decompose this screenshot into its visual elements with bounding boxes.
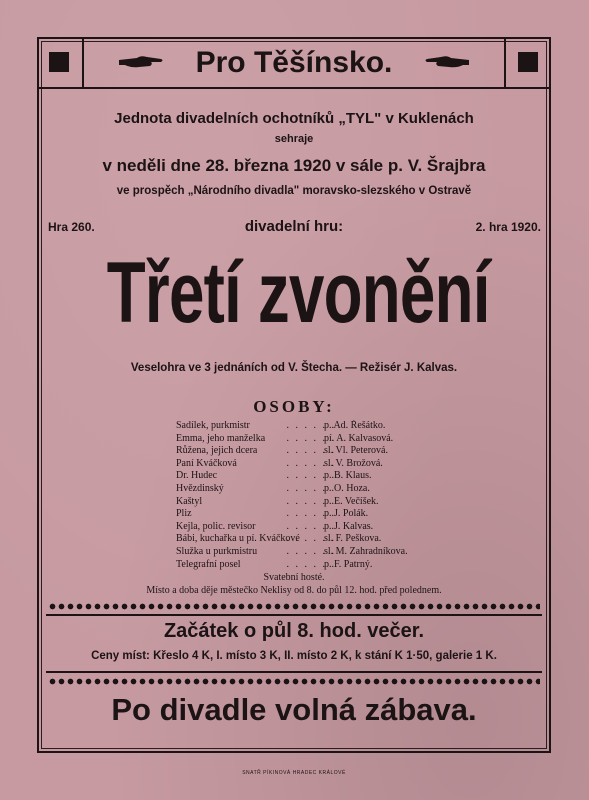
cast-role: Kejla, polic. revisor bbox=[176, 520, 256, 532]
dotted-rule bbox=[48, 603, 540, 610]
cast-leader-dots: . . . . . . bbox=[286, 420, 336, 431]
play-subtitle: Veselohra ve 3 jednáních od V. Štecha. — Režisér J. Kalvas. bbox=[130, 362, 458, 374]
cast-footer-guests: Svatební hosté. bbox=[263, 572, 325, 583]
cast-row bbox=[176, 521, 416, 534]
season-number: 2. hra 1920. bbox=[475, 220, 541, 234]
cast-leader-dots: . . . . . . bbox=[286, 457, 336, 469]
cast-role: Kaštyl bbox=[176, 495, 203, 507]
cast-row bbox=[176, 458, 416, 471]
cast-actor: p. J. Kalvas. bbox=[324, 520, 374, 532]
dotted-rule bbox=[48, 678, 540, 685]
cast-actor: p. E. Večíšek. bbox=[324, 495, 379, 507]
cast-leader-dots: . . . . . . bbox=[286, 432, 336, 444]
play-kind: divadelní hru: bbox=[244, 218, 344, 235]
header-bar bbox=[37, 37, 551, 89]
start-time: Začátek o půl 8. hod. večer. bbox=[163, 620, 425, 642]
square-ornament-icon bbox=[518, 52, 538, 72]
cast-leader-dots: . . . . . . bbox=[286, 495, 336, 507]
cast-row bbox=[176, 533, 416, 546]
header-left-cell bbox=[37, 37, 84, 87]
printer-imprint: SNATŘ PÍKINOVÁ HRADEC KRÁLOVÉ bbox=[242, 770, 346, 776]
cast-leader-dots: . . . . . . bbox=[286, 470, 336, 482]
cast-role: Hvězdinský bbox=[176, 482, 224, 494]
cast-leader-dots: . . . . . . bbox=[286, 482, 336, 494]
cast-leader-dots: . . . . . . bbox=[286, 545, 336, 557]
cast-role: Pliz bbox=[176, 508, 192, 520]
divider-line bbox=[46, 671, 542, 673]
cast-role: Bábi, kuchařka u pí. Kváčkové bbox=[176, 533, 300, 545]
cast-actor: sl. V. Brožová. bbox=[324, 457, 383, 469]
cast-row bbox=[176, 546, 416, 559]
cast-role: Služka u purkmistru bbox=[176, 545, 258, 557]
cast-row bbox=[176, 470, 416, 483]
cast-role: Paní Kváčková bbox=[176, 457, 237, 469]
cast-footer-setting: Místo a doba děje městečko Neklisy od 8. do půl 12. hod. před polednem. bbox=[146, 585, 442, 596]
square-ornament-icon bbox=[49, 52, 69, 72]
cast-row bbox=[176, 420, 416, 433]
intro-society: Jednota divadelních ochotníků „TYL" v Kuklenách bbox=[114, 110, 474, 127]
cast-role: Telegrafní posel bbox=[176, 558, 241, 570]
cast-row bbox=[176, 496, 416, 509]
intro-date: v neděli dne 28. března 1920 v sále p. V. Šrajbra bbox=[102, 156, 486, 175]
cast-actor: p. O. Hoza. bbox=[324, 482, 370, 494]
cast-list bbox=[176, 420, 416, 571]
cast-actor: sl. Vl. Peterová. bbox=[324, 445, 388, 457]
closing-line: Po divadle volná zábava. bbox=[111, 692, 477, 727]
cast-actor: sl. M. Zahradníkova. bbox=[324, 545, 408, 557]
cast-role: Dr. Hudec bbox=[176, 470, 218, 482]
cast-role: Emma, jeho manželka bbox=[176, 432, 266, 444]
cast-leader-dots: . . . . . . bbox=[286, 533, 336, 545]
cast-row bbox=[176, 445, 416, 458]
cast-actor: p. J. Polák. bbox=[324, 508, 369, 520]
cast-row bbox=[176, 483, 416, 496]
cast-role: Sadílek, purkmistr bbox=[176, 420, 250, 431]
cast-row bbox=[176, 559, 416, 572]
cast-leader-dots: . . . . . . bbox=[286, 508, 336, 520]
header-title: Pro Těšínsko. bbox=[195, 46, 393, 79]
cast-role: Růžena, jejich dcera bbox=[176, 445, 258, 457]
divider-line bbox=[46, 614, 542, 616]
intro-sehraje: sehraje bbox=[274, 133, 314, 145]
cast-actor: p. B. Klaus. bbox=[324, 470, 372, 482]
intro-benefit: ve prospěch „Národního divadla" moravsko-slezského v Ostravě bbox=[116, 185, 472, 197]
cast-leader-dots: . . . . . . bbox=[286, 445, 336, 457]
cast-row bbox=[176, 508, 416, 521]
pointing-hand-left-icon bbox=[423, 52, 471, 72]
cast-leader-dots: . . . . . . bbox=[286, 520, 336, 532]
cast-actor: p. Ad. Řešátko. bbox=[324, 420, 386, 431]
cast-leader-dots: . . . . . . bbox=[286, 558, 336, 570]
play-title: Třetí zvonění bbox=[106, 245, 490, 341]
cast-heading: OSOBY: bbox=[253, 397, 335, 416]
header-right-cell bbox=[504, 37, 551, 87]
play-number: Hra 260. bbox=[48, 220, 95, 234]
cast-actor: pí. A. Kalvasová. bbox=[324, 432, 394, 444]
cast-actor: p. F. Patrný. bbox=[324, 558, 373, 570]
ticket-prices: Ceny míst: Křeslo 4 K, I. místo 3 K, II. místo 2 K, k stání K 1·50, galerie 1 K. bbox=[91, 650, 497, 662]
cast-row bbox=[176, 433, 416, 446]
cast-actor: sl. F. Peškova. bbox=[324, 533, 382, 545]
